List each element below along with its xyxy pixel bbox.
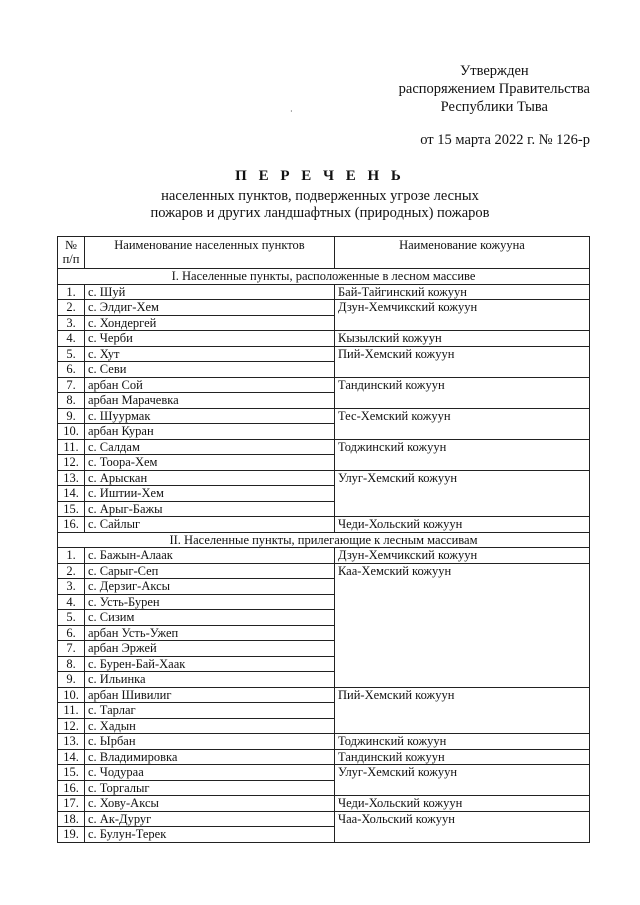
document-title: П Е Р Е Ч Е Н Ь <box>235 168 405 184</box>
subtitle-line-2: пожаров и других ландшафтных (природных) пожаров <box>150 205 490 221</box>
row-number: 12. <box>58 455 85 471</box>
table-row <box>58 563 590 579</box>
row-number: 19. <box>58 827 85 843</box>
section-header-row <box>58 532 590 548</box>
row-number: 15. <box>58 765 85 781</box>
district-name: Тоджинский кожуун <box>335 439 590 470</box>
approval-line-1: Утвержден <box>460 63 529 79</box>
row-number: 18. <box>58 811 85 827</box>
district-name: Дзун-Хемчикский кожуун <box>335 548 590 564</box>
settlement-name: с. Ак-Дуруг <box>85 811 335 827</box>
settlement-name: с. Хондергей <box>85 315 335 331</box>
settlement-name: арбан Куран <box>85 424 335 440</box>
header-number-line-1: № <box>65 238 77 252</box>
row-number: 13. <box>58 734 85 750</box>
table-row <box>58 346 590 362</box>
district-name: Дзун-Хемчикский кожуун <box>335 300 590 331</box>
table-row <box>58 408 590 424</box>
district-name: Тоджинский кожуун <box>335 734 590 750</box>
row-number: 1. <box>58 548 85 564</box>
district-name: Тандинский кожуун <box>335 749 590 765</box>
table-row <box>58 331 590 347</box>
district-name: Бай-Тайгинский кожуун <box>335 284 590 300</box>
stray-mark: · <box>290 107 293 116</box>
settlement-name: с. Арыг-Бажы <box>85 501 335 517</box>
row-number: 16. <box>58 780 85 796</box>
settlement-name: с. Арыскан <box>85 470 335 486</box>
settlement-name: с. Тарлаг <box>85 703 335 719</box>
settlement-name: с. Шуурмак <box>85 408 335 424</box>
row-number: 5. <box>58 346 85 362</box>
header-number-line-2: п/п <box>62 252 80 266</box>
row-number: 15. <box>58 501 85 517</box>
row-number: 6. <box>58 625 85 641</box>
table-row <box>58 749 590 765</box>
table-row <box>58 300 590 316</box>
table-header-row <box>58 237 590 269</box>
table-row <box>58 517 590 533</box>
district-name: Каа-Хемский кожуун <box>335 563 590 687</box>
row-number: 2. <box>58 563 85 579</box>
settlement-name: с. Чодураа <box>85 765 335 781</box>
row-number: 4. <box>58 331 85 347</box>
district-name: Чеди-Хольский кожуун <box>335 517 590 533</box>
settlement-name: с. Ильинка <box>85 672 335 688</box>
settlement-name: с. Салдам <box>85 439 335 455</box>
row-number: 12. <box>58 718 85 734</box>
settlement-name: арбан Марачевка <box>85 393 335 409</box>
row-number: 2. <box>58 300 85 316</box>
row-number: 14. <box>58 486 85 502</box>
row-number: 17. <box>58 796 85 812</box>
table-row <box>58 439 590 455</box>
header-district: Наименование кожууна <box>335 237 590 269</box>
settlement-name: с. Усть-Бурен <box>85 594 335 610</box>
settlement-name: с. Булун-Терек <box>85 827 335 843</box>
settlement-name: арбан Сой <box>85 377 335 393</box>
approval-block <box>399 62 590 116</box>
table-row <box>58 765 590 781</box>
row-number: 5. <box>58 610 85 626</box>
settlements-table <box>57 236 590 843</box>
row-number: 1. <box>58 284 85 300</box>
table-row <box>58 734 590 750</box>
section-2-title: II. Населенные пункты, прилегающие к лесным массивам <box>58 532 590 548</box>
row-number: 8. <box>58 393 85 409</box>
settlement-name: с. Сизим <box>85 610 335 626</box>
table-row <box>58 548 590 564</box>
district-name: Улуг-Хемский кожуун <box>335 470 590 517</box>
settlement-name: с. Бажын-Алаак <box>85 548 335 564</box>
row-number: 10. <box>58 424 85 440</box>
settlement-name: с. Торгалыг <box>85 780 335 796</box>
settlement-name: с. Элдиг-Хем <box>85 300 335 316</box>
settlement-name: с. Тоора-Хем <box>85 455 335 471</box>
settlement-name: арбан Усть-Ужеп <box>85 625 335 641</box>
district-name: Пий-Хемский кожуун <box>335 687 590 734</box>
approval-line-3: Республики Тыва <box>440 99 548 115</box>
settlement-name: арбан Шивилиг <box>85 687 335 703</box>
row-number: 14. <box>58 749 85 765</box>
row-number: 11. <box>58 439 85 455</box>
approval-line-2: распоряжением Правительства <box>398 81 590 97</box>
settlement-name: с. Иштии-Хем <box>85 486 335 502</box>
settlement-name: арбан Эржей <box>85 641 335 657</box>
table-row <box>58 284 590 300</box>
row-number: 7. <box>58 641 85 657</box>
row-number: 6. <box>58 362 85 378</box>
settlement-name: с. Дерзиг-Аксы <box>85 579 335 595</box>
table-row <box>58 796 590 812</box>
table-row <box>58 470 590 486</box>
row-number: 10. <box>58 687 85 703</box>
header-number <box>58 237 85 269</box>
district-name: Чаа-Хольский кожуун <box>335 811 590 842</box>
table-row <box>58 377 590 393</box>
district-name: Кызылский кожуун <box>335 331 590 347</box>
settlement-name: с. Хову-Аксы <box>85 796 335 812</box>
row-number: 4. <box>58 594 85 610</box>
district-name: Чеди-Хольский кожуун <box>335 796 590 812</box>
settlement-name: с. Сайлыг <box>85 517 335 533</box>
district-name: Тандинский кожуун <box>335 377 590 408</box>
settlement-name: с. Владимировка <box>85 749 335 765</box>
row-number: 13. <box>58 470 85 486</box>
section-1-title: I. Населенные пункты, расположенные в лесном массиве <box>58 269 590 285</box>
settlement-name: с. Бурен-Бай-Хаак <box>85 656 335 672</box>
row-number: 8. <box>58 656 85 672</box>
row-number: 9. <box>58 408 85 424</box>
settlement-name: с. Сарыг-Сеп <box>85 563 335 579</box>
row-number: 11. <box>58 703 85 719</box>
district-name: Улуг-Хемский кожуун <box>335 765 590 796</box>
settlement-name: с. Ырбан <box>85 734 335 750</box>
row-number: 16. <box>58 517 85 533</box>
table-row <box>58 811 590 827</box>
header-settlement: Наименование населенных пунктов <box>85 237 335 269</box>
settlement-name: с. Севи <box>85 362 335 378</box>
subtitle-line-1: населенных пунктов, подверженных угрозе лесных <box>161 188 479 204</box>
settlement-name: с. Шуй <box>85 284 335 300</box>
section-header-row <box>58 269 590 285</box>
row-number: 7. <box>58 377 85 393</box>
settlement-name: с. Хут <box>85 346 335 362</box>
row-number: 3. <box>58 579 85 595</box>
row-number: 9. <box>58 672 85 688</box>
settlement-name: с. Черби <box>85 331 335 347</box>
approval-date: от 15 марта 2022 г. № 126-р <box>420 132 590 148</box>
table-row <box>58 687 590 703</box>
district-name: Тес-Хемский кожуун <box>335 408 590 439</box>
row-number: 3. <box>58 315 85 331</box>
document-subtitle <box>0 188 640 222</box>
district-name: Пий-Хемский кожуун <box>335 346 590 377</box>
settlement-name: с. Хадын <box>85 718 335 734</box>
